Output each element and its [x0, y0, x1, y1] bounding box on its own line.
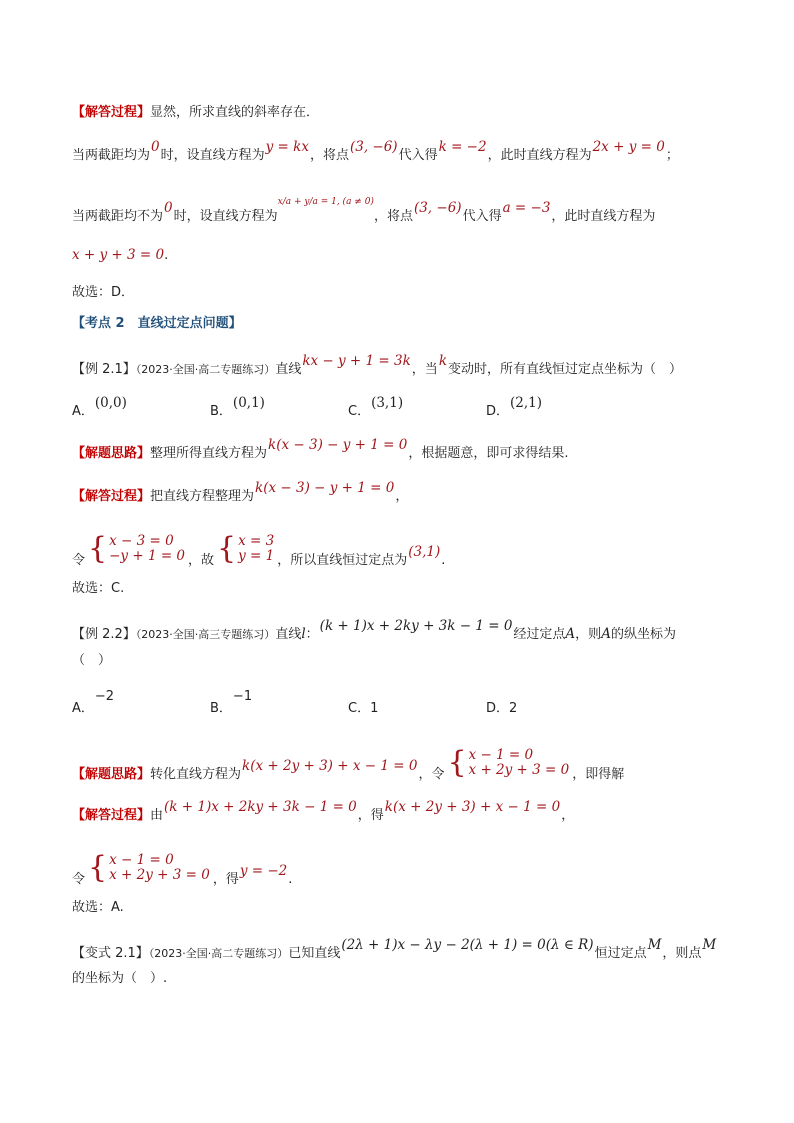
text: 直线 — [275, 627, 302, 642]
option-c[interactable] — [348, 700, 378, 718]
option-b[interactable] — [210, 395, 266, 421]
option-label: D． — [486, 404, 510, 419]
math: k(x + 2y + 3) + x − 1 = 0 — [384, 799, 561, 815]
math: (k + 1)x + 2ky + 3k − 1 = 0 — [319, 618, 513, 634]
option-label: B． — [210, 701, 232, 716]
math: x − 3 = 0 — [109, 533, 174, 549]
text: ， — [561, 808, 575, 823]
text: ，得 — [357, 808, 384, 823]
text: 令 — [72, 872, 86, 887]
text: ，此时直线方程为 — [551, 209, 656, 224]
math: y = 1 — [238, 548, 275, 564]
text: 恒过定点 — [594, 946, 647, 961]
answer-line — [72, 284, 134, 302]
text: 时，设直线方程为 — [173, 209, 278, 224]
answer-line — [72, 899, 124, 917]
text: 的坐标为（ ）. — [72, 971, 168, 986]
text: ，得 — [212, 872, 239, 887]
variant-2-1-question — [72, 937, 717, 963]
option-value: −1 — [232, 689, 253, 704]
math: x − 1 = 0 — [109, 852, 174, 868]
math: x = 3 — [238, 533, 275, 549]
text: ，令 — [418, 767, 445, 782]
math: 2x + y = 0 — [592, 139, 665, 155]
topic-heading — [72, 315, 242, 333]
text: . — [441, 553, 446, 568]
math: A — [601, 626, 611, 642]
math: M — [647, 937, 662, 953]
option-value: (3,1) — [371, 395, 404, 411]
equation-system: { x = 3 y = 1 — [217, 531, 275, 566]
source-text: （2023·全国·高三专题练习） — [135, 628, 276, 641]
option-label: A． — [72, 701, 94, 716]
topic-title: 【考点 2 直线过定点问题】 — [72, 316, 242, 331]
solution-idea-tag: 【解题思路】 — [72, 446, 151, 461]
math: −y + 1 = 0 — [109, 548, 186, 564]
text: . — [164, 248, 169, 263]
solution-process-tag: 【解答过程】 — [72, 808, 151, 823]
text: ，所以直线恒过定点为 — [277, 553, 408, 568]
text: ，则 — [575, 627, 602, 642]
text: 的纵坐标为 — [610, 627, 676, 642]
example-2-1-question — [72, 353, 683, 379]
math: M — [702, 937, 717, 953]
math: (3, −6) — [349, 139, 398, 155]
math: 0 — [151, 139, 160, 155]
text: 代入得 — [398, 148, 438, 163]
equation-system: { x − 1 = 0 x + 2y + 3 = 0 — [447, 745, 570, 780]
text: 整理所得直线方程为 — [150, 446, 268, 461]
option-value: (2,1) — [510, 395, 543, 411]
math: k(x − 3) − y + 1 = 0 — [268, 437, 408, 453]
option-a[interactable] — [72, 689, 115, 718]
solution-idea-line — [72, 745, 625, 791]
solution-idea-tag: 【解题思路】 — [72, 767, 151, 782]
solution-process-line — [72, 104, 319, 122]
text: 令 — [72, 553, 86, 568]
solution-process-tag: 【解答过程】 — [72, 489, 151, 504]
text: ，则点 — [662, 946, 702, 961]
option-a[interactable] — [72, 395, 128, 421]
option-label: A． — [72, 404, 94, 419]
option-b[interactable] — [210, 689, 253, 718]
text: ，此时直线方程为 — [487, 148, 592, 163]
system-line — [72, 531, 446, 577]
text: 代入得 — [462, 209, 502, 224]
answer-text: 故选：D． — [72, 285, 135, 300]
source-text: （2023·全国·高二专题练习） — [135, 363, 276, 376]
math: k(x + 2y + 3) + x − 1 = 0 — [242, 758, 418, 774]
paren-line — [72, 652, 111, 670]
option-label: B． — [210, 404, 232, 419]
option-label: C． — [348, 404, 371, 419]
option-value: (0,1) — [232, 395, 265, 411]
equation-line — [72, 246, 168, 265]
math: k(x − 3) − y + 1 = 0 — [255, 480, 395, 496]
math: (k + 1)x + 2ky + 3k − 1 = 0 — [164, 799, 357, 815]
text: ， — [395, 489, 409, 504]
system-line — [72, 850, 293, 896]
text: ； — [665, 148, 679, 163]
math: y = kx — [265, 139, 309, 155]
answer-text: 故选：C. — [72, 581, 125, 596]
example-2-2-question — [72, 618, 676, 644]
solution-process-tag: 【解答过程】 — [72, 105, 151, 120]
math: A — [565, 626, 576, 642]
option-label: D．2 — [486, 701, 518, 716]
example-label: 【例 2.2】 — [72, 627, 136, 642]
text: 时，设直线方程为 — [160, 148, 265, 163]
variant-2-1-question-cont — [72, 970, 167, 988]
math: x + 2y + 3 = 0 — [468, 762, 570, 778]
text: 变动时，所有直线恒过定点坐标为（ ） — [448, 362, 683, 377]
math: (3,1) — [408, 544, 441, 560]
text: 当两截距均为 — [72, 148, 151, 163]
text: （ ） — [72, 653, 112, 668]
text: 把直线方程整理为 — [150, 489, 255, 504]
text: 显然，所求直线的斜率存在． — [150, 105, 320, 120]
text: 经过定点 — [513, 627, 566, 642]
text: 直线 — [275, 362, 302, 377]
text: ，即得解 — [572, 767, 625, 782]
math: l — [301, 626, 306, 642]
text: ，将点 — [309, 148, 349, 163]
text: . — [288, 872, 293, 887]
equation-system: { x − 3 = 0 −y + 1 = 0 — [88, 531, 186, 566]
solution-process-line — [72, 480, 409, 506]
source-text: （2023·全国·高二专题练习） — [148, 947, 289, 960]
zero-intercept-line — [72, 139, 679, 165]
text: ，故 — [188, 553, 215, 568]
answer-text: 故选：A. — [72, 900, 124, 915]
option-d[interactable] — [486, 700, 517, 718]
math: 0 — [164, 200, 173, 216]
math: (3, −6) — [413, 200, 462, 216]
math: k — [438, 353, 447, 369]
option-c[interactable] — [348, 395, 404, 421]
example-label: 【例 2.1】 — [72, 362, 136, 377]
variant-label: 【变式 2.1】 — [72, 946, 149, 961]
math: a = −3 — [502, 200, 551, 216]
option-value: −2 — [94, 689, 115, 704]
text: 当两截距均不为 — [72, 209, 164, 224]
math: x + 2y + 3 = 0 — [109, 867, 210, 883]
option-value: (0,0) — [94, 395, 127, 411]
text: ： — [305, 627, 319, 642]
math: (2λ + 1)x − λy − 2(λ + 1) = 0(λ ∈ R) — [341, 937, 594, 953]
text: ，根据题意，即可求得结果. — [408, 446, 569, 461]
option-d[interactable] — [486, 395, 543, 421]
math: x − 1 = 0 — [468, 747, 534, 763]
answer-line — [72, 580, 124, 598]
text: ，当 — [411, 362, 438, 377]
math: y = −2 — [239, 863, 288, 879]
math: x + y + 3 = 0 — [72, 247, 165, 263]
math: k = −2 — [438, 139, 487, 155]
solution-process-line — [72, 799, 575, 825]
text: 由 — [150, 808, 164, 823]
text: ，将点 — [373, 209, 413, 224]
math: kx − y + 1 = 3k — [302, 353, 411, 369]
solution-idea-line — [72, 437, 569, 463]
text: 转化直线方程为 — [150, 767, 242, 782]
math: x/a + y/a = 1, (a ≠ 0) — [277, 197, 374, 207]
option-label: C．1 — [348, 701, 379, 716]
text: 已知直线 — [288, 946, 341, 961]
equation-system: { x − 1 = 0 x + 2y + 3 = 0 — [88, 850, 210, 885]
